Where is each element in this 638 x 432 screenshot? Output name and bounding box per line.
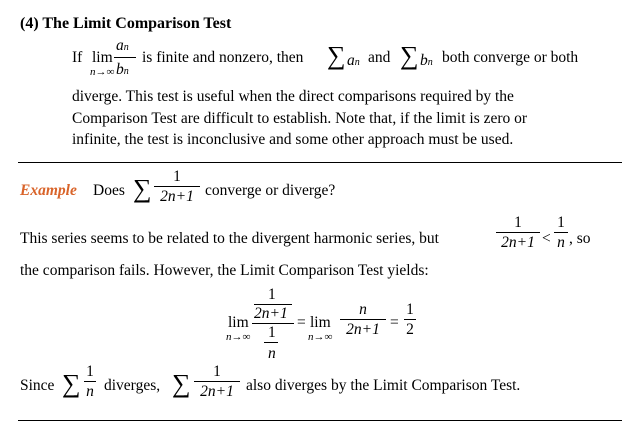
harmonic-fraction: 1 n [84, 363, 96, 400]
compare-frac-left: 1 2n+1 [496, 214, 540, 251]
so-word: , so [569, 230, 591, 247]
series-b: bn [420, 52, 433, 69]
sigma-b: ∑ [400, 41, 419, 70]
equals-2: = [390, 314, 399, 331]
ratio-bar [114, 57, 136, 58]
lim-word: lim [92, 49, 113, 66]
sigma-a: ∑ [327, 41, 346, 70]
less-than-sign: < [542, 230, 551, 247]
result-half: 1 2 [404, 301, 416, 338]
lim-subscript: n→∞ [90, 66, 115, 78]
paragraph-line-1: diverge. This test is useful when the direct comparisons required by the [72, 88, 514, 105]
conclusion-fraction: 1 2n+1 [194, 363, 240, 400]
conclusion-text: also diverges by the Limit Comparison Test. [246, 377, 521, 394]
section-divider [18, 162, 622, 163]
compare-frac-right: 1 n [554, 214, 568, 251]
limit-fraction: n 2n+1 [340, 301, 386, 338]
compound-den-n: n [268, 345, 276, 362]
example-does: Does [93, 182, 125, 199]
example-fraction: 1 2n+1 [154, 168, 200, 205]
example-label: Example [20, 182, 77, 199]
paragraph-line-3: infinite, the test is inconclusive and some other approach must be used. [72, 131, 514, 148]
and-word: and [368, 49, 391, 66]
compound-den-bar [264, 342, 278, 343]
equals-1: = [297, 314, 306, 331]
lim-left-sub: n→∞ [226, 331, 251, 343]
explanation-line-2: the comparison fails. However, the Limit Comparison Test yields: [20, 262, 429, 279]
example-question: converge or diverge? [205, 182, 336, 199]
compound-den-one: 1 [268, 324, 276, 341]
example-sigma: ∑ [133, 174, 152, 203]
diverges-word: diverges, [104, 377, 161, 394]
lim-right-sub: n→∞ [308, 331, 333, 343]
explanation-line-1: This series seems to be related to the divergent harmonic series, but [20, 230, 439, 247]
bottom-divider [18, 420, 622, 421]
compound-num-den: 2n+1 [254, 305, 288, 322]
lim-right: lim [310, 314, 331, 331]
ratio-numerator: an [116, 37, 129, 54]
statement-tail: both converge or both [442, 49, 579, 66]
statement-middle: is finite and nonzero, then [142, 49, 304, 66]
since-sigma: ∑ [62, 369, 81, 398]
paragraph-line-2: Comparison Test are difficult to establish. Note that, if the limit is zero or [72, 110, 528, 127]
section-heading: (4) The Limit Comparison Test [20, 15, 232, 32]
ratio-denominator: bn [116, 61, 129, 78]
compound-num-one: 1 [268, 286, 276, 303]
series-a: an [347, 52, 360, 69]
statement-if: If [72, 49, 83, 66]
lim-left: lim [228, 314, 249, 331]
since-word: Since [20, 377, 55, 394]
conclusion-sigma: ∑ [172, 369, 191, 398]
